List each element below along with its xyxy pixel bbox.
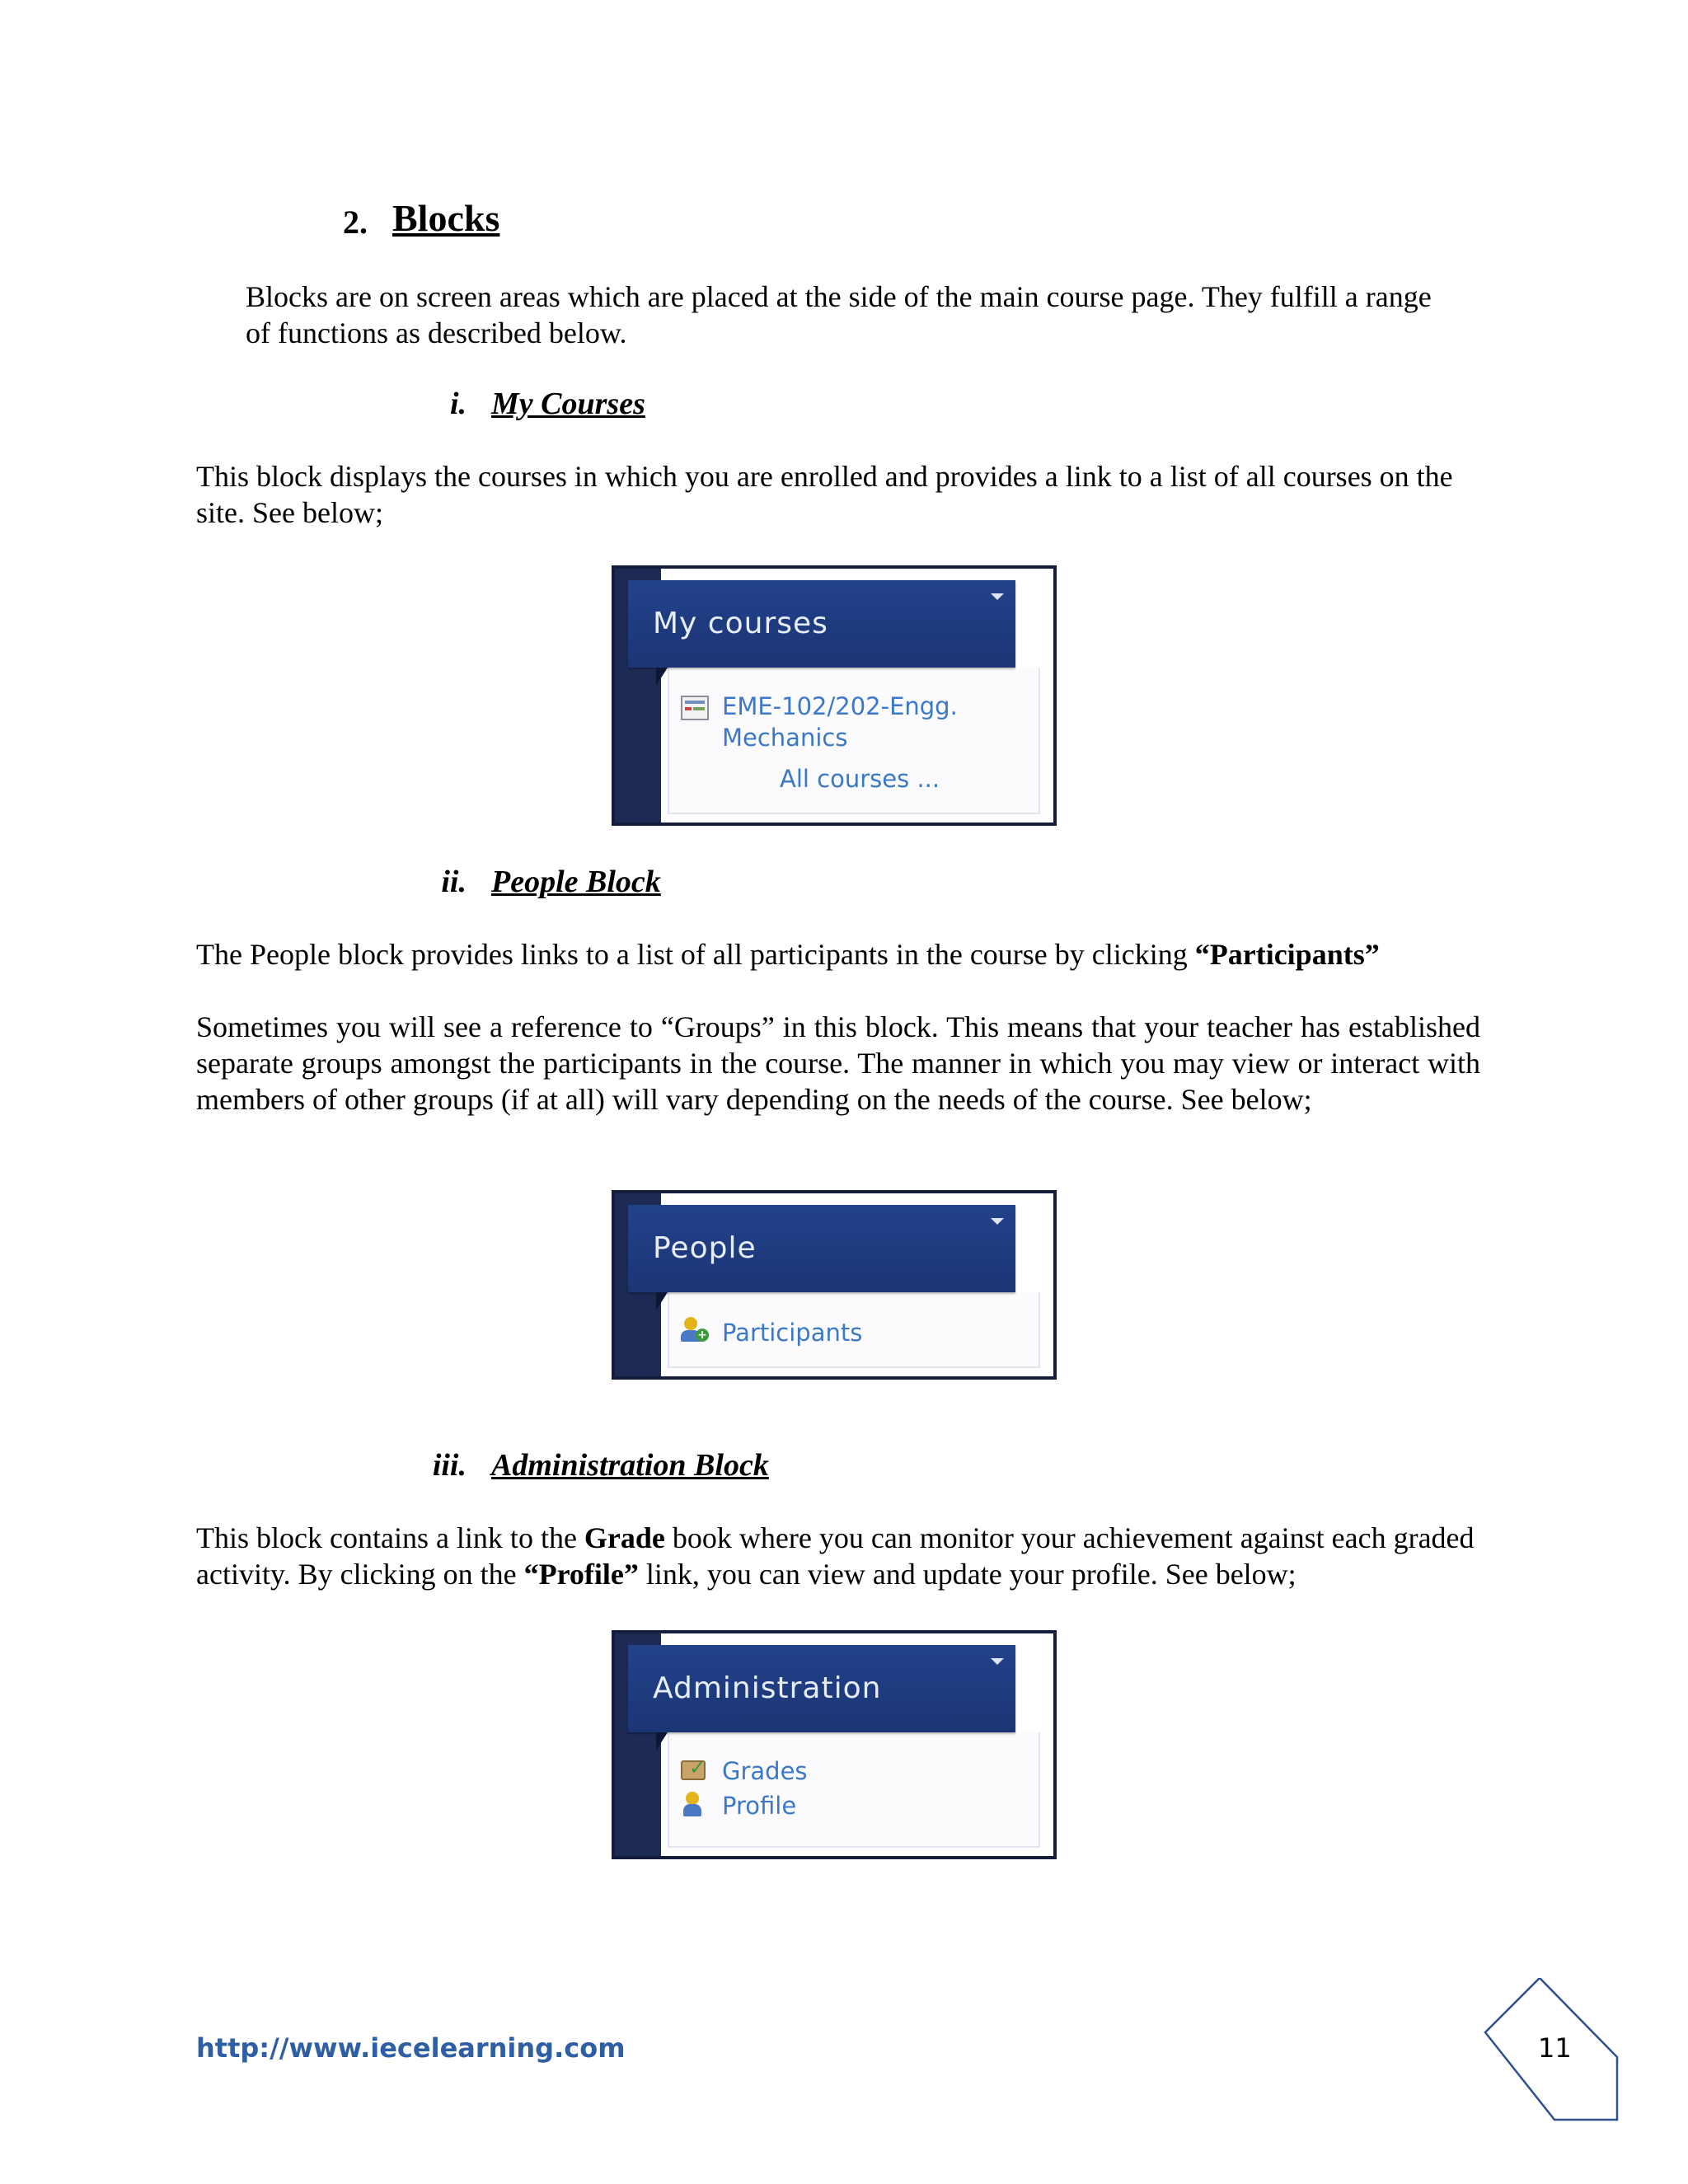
my-courses-block-title: My courses bbox=[653, 607, 828, 640]
subsection-title-my-courses: My Courses bbox=[491, 387, 645, 421]
administration-block-header[interactable] bbox=[628, 1645, 1015, 1732]
chevron-down-icon[interactable] bbox=[991, 1658, 1004, 1665]
subsection-number-1: i. bbox=[449, 387, 467, 421]
administration-paragraph bbox=[196, 1520, 1490, 1592]
my-courses-paragraph: This block displays the courses in which you are enrolled and provides a link to a list of all courses on the site. See below; bbox=[196, 460, 1453, 529]
subsection-title-administration-block: Administration Block bbox=[491, 1448, 769, 1483]
subsection-number-2: ii. bbox=[441, 865, 467, 899]
course-link-eme-102[interactable]: EME-102/202-Engg. Mechanics bbox=[722, 692, 958, 752]
all-courses-link[interactable]: All courses ... bbox=[780, 765, 940, 793]
profile-link[interactable]: Profile bbox=[722, 1792, 797, 1820]
profile-bold-text: “Profile” bbox=[523, 1558, 639, 1591]
administration-text-2: book where you can monitor your achievement against each graded activity. By clicking on the bbox=[196, 1521, 1475, 1591]
administration-text-3: link, you can view and update your profile. See below; bbox=[638, 1558, 1296, 1591]
people-block-title: People bbox=[653, 1231, 757, 1265]
people-block-header[interactable] bbox=[628, 1205, 1015, 1292]
administration-text-1: This block contains a link to the bbox=[196, 1521, 584, 1554]
participants-icon: + bbox=[681, 1317, 709, 1342]
subsection-number-3: iii. bbox=[432, 1448, 467, 1483]
chevron-down-icon[interactable] bbox=[991, 593, 1004, 600]
administration-block-screenshot bbox=[612, 1630, 1057, 1859]
people-paragraph-text: The People block provides links to a list of all participants in the course by clicking bbox=[196, 938, 1195, 971]
page-number: 11 bbox=[1538, 2032, 1572, 2064]
grade-bold-text: Grade bbox=[584, 1521, 665, 1554]
course-icon bbox=[681, 696, 709, 720]
participants-bold-text: “Participants” bbox=[1194, 938, 1380, 971]
people-block-screenshot bbox=[612, 1190, 1057, 1380]
people-paragraph bbox=[196, 936, 1482, 972]
section-number: 2. bbox=[343, 204, 368, 241]
profile-icon bbox=[681, 1792, 709, 1816]
section-title: Blocks bbox=[392, 197, 500, 239]
chevron-down-icon[interactable] bbox=[991, 1218, 1004, 1225]
grades-icon: ✓ bbox=[681, 1757, 709, 1782]
subsection-title-people-block: People Block bbox=[491, 865, 661, 899]
my-courses-block-screenshot bbox=[612, 565, 1057, 826]
groups-paragraph: Sometimes you will see a reference to “Groups” in this block. This means that your teacher has established separate groups amongst the participants in the course. The manner in which you may view or interact with members of other groups (if at all) will vary depending on the needs of the course. See below; bbox=[196, 1010, 1480, 1116]
participants-link[interactable]: Participants bbox=[722, 1319, 863, 1347]
administration-block-title: Administration bbox=[653, 1671, 882, 1705]
grades-link[interactable]: Grades bbox=[722, 1757, 808, 1785]
footer-url-link[interactable]: http://www.iecelearning.com bbox=[196, 2032, 626, 2064]
intro-paragraph: Blocks are on screen areas which are placed at the side of the main course page. They fulfill a range of functions as described below. bbox=[246, 280, 1432, 349]
my-courses-block-header[interactable] bbox=[628, 580, 1015, 668]
